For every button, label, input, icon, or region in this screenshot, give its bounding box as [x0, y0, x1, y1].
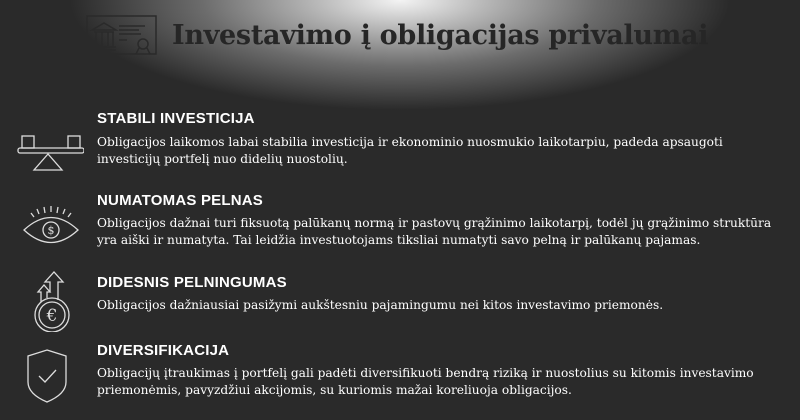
benefit-title: DIDESNIS PELNINGUMAS: [97, 274, 287, 291]
benefit-title: STABILI INVESTICIJA: [97, 110, 255, 127]
svg-text:$: $: [47, 224, 55, 237]
benefit-text: Obligacijos dažniausiai pasižymi aukštesniu pajamingumu nei kitos investavimo priemonės.: [97, 298, 664, 312]
seesaw-balance-icon: [14, 120, 84, 180]
page-title: Investavimo į obligacijas privalumai: [172, 19, 709, 51]
benefit-text: Obligacijų įtraukimas į portfelį gali padėti diversifikuoti bendrą riziką ir nuostolius su kitomis investavimo priemonėmis, pavyzdžiui akcijomis, su kuriomis mažai koreliuoja obligacijos.: [97, 366, 754, 397]
bond-certificate-icon: [86, 14, 158, 56]
header: [86, 14, 708, 56]
benefit-title: NUMATOMAS PELNAS: [97, 192, 263, 209]
eye-dollar-icon: [14, 200, 84, 260]
svg-text:€: €: [46, 306, 58, 326]
euro-coin-arrows-up-icon: [14, 260, 84, 332]
benefit-text: Obligacijos laikomos labai stabilia investicija ir ekonominio nuosmukio laikotarpiu, padeda apsaugoti investicijų portfelį nuo didelių nuostolių.: [97, 135, 723, 166]
benefit-title: DIVERSIFIKACIJA: [97, 342, 230, 359]
shield-check-icon: [14, 346, 84, 406]
benefit-text: Obligacijos dažnai turi fiksuotą palūkanų normą ir pastovų grąžinimo laikotarpį, todėl jų grąžinimo struktūra yra aiški ir numatyta. Tai leidžia investuotojams tiksliai numatyti savo pelną ir palūkanų pajamas.: [97, 216, 772, 247]
